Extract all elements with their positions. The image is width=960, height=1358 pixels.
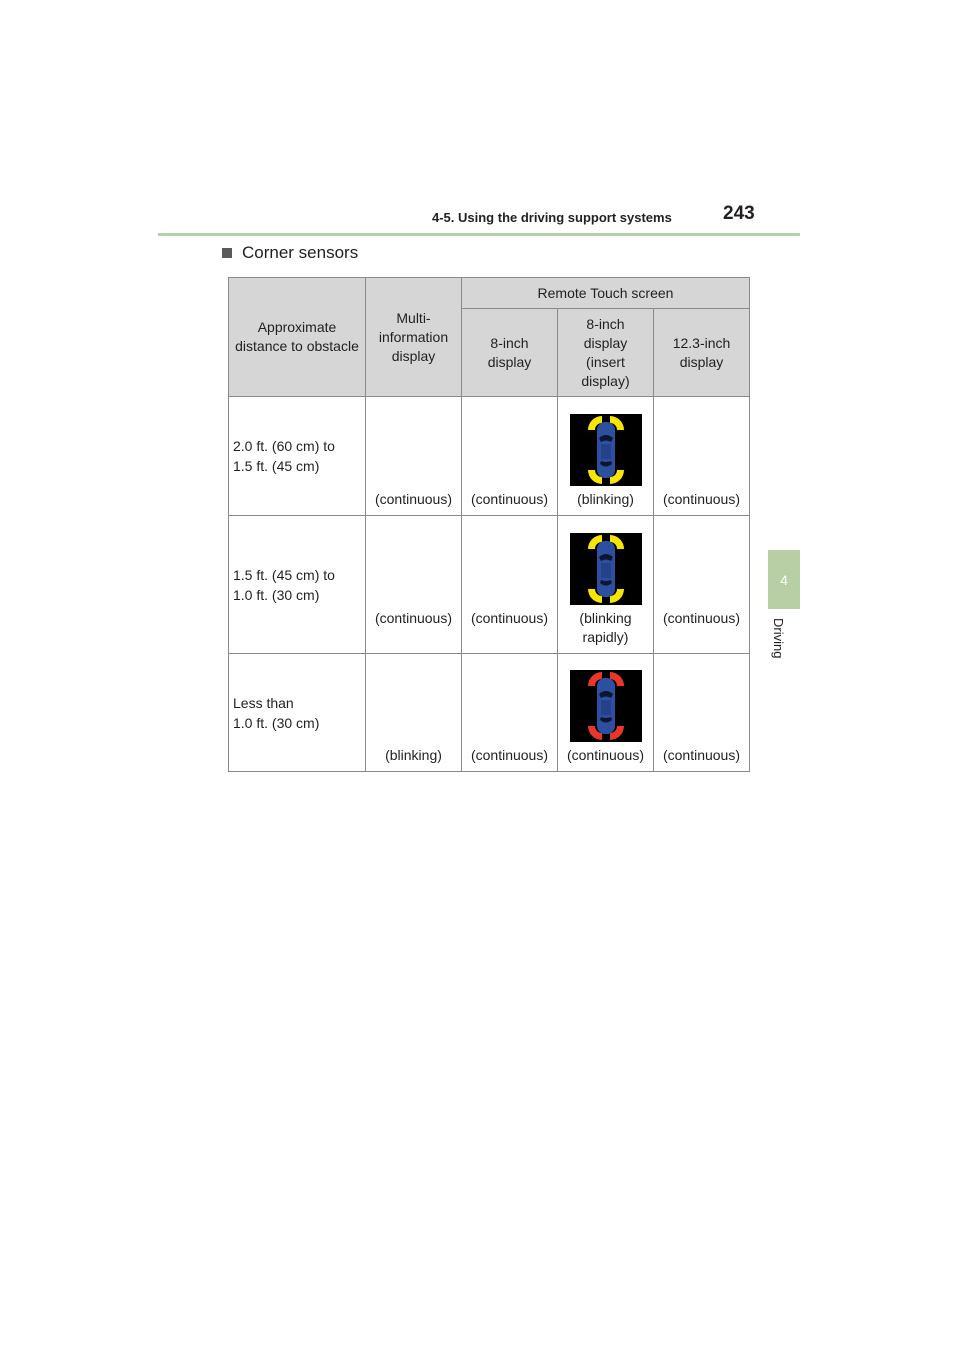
header-multi-info: Multi-information display <box>366 278 462 397</box>
running-header: 4-5. Using the driving support systems <box>432 210 672 225</box>
section-heading <box>222 243 358 263</box>
header-rule <box>158 233 800 236</box>
roof-icon <box>601 444 611 459</box>
insert-display-cell <box>558 397 654 516</box>
roof-icon <box>601 700 611 715</box>
distance-line: Less than <box>233 694 294 711</box>
eight-inch-status: (continuous) <box>470 610 549 626</box>
insert-display-status: (blinking) <box>577 491 634 507</box>
insert-display-status: (continuous) <box>566 747 645 763</box>
header-distance: Approximate distance to obstacle <box>229 278 366 397</box>
corner-sensor-icon <box>570 414 642 486</box>
header-8-inch-insert: 8-inch display (insert display) <box>558 309 654 397</box>
chapter-tab <box>768 550 800 609</box>
corner-sensor-icon <box>570 533 642 605</box>
section-heading-text: Corner sensors <box>242 243 359 262</box>
distance-line: 1.5 ft. (45 cm) to <box>233 566 335 583</box>
table-row <box>229 654 750 772</box>
multi-info-cell: (blinking) <box>366 654 462 772</box>
eight-inch-cell: (continuous) <box>462 654 558 772</box>
chapter-number: 4 <box>780 571 788 588</box>
distance-line: 1.5 ft. (45 cm) <box>233 458 320 474</box>
header-8-inch: 8-inch display <box>462 309 558 397</box>
distance-cell <box>229 516 366 654</box>
sensor-table <box>228 277 750 772</box>
insert-display-cell <box>558 516 654 654</box>
twelve-inch-cell: (continuous) <box>654 397 750 516</box>
distance-line: 1.0 ft. (30 cm) <box>233 714 320 731</box>
eight-inch-cell: (continuous) <box>462 397 558 516</box>
distance-cell <box>229 654 366 772</box>
distance-cell <box>229 397 366 516</box>
insert-display-cell <box>558 654 654 772</box>
header-12-inch: 12.3-inch display <box>654 309 750 397</box>
twelve-inch-cell: (continuous) <box>654 654 750 772</box>
roof-icon <box>601 563 611 578</box>
square-bullet-icon <box>222 248 232 258</box>
distance-line: 1.0 ft. (30 cm) <box>233 586 320 603</box>
chapter-label: Driving <box>771 618 786 659</box>
multi-info-cell <box>366 516 462 654</box>
multi-info-cell: (continuous) <box>366 397 462 516</box>
distance-line: 2.0 ft. (60 cm) to <box>233 438 335 454</box>
eight-inch-cell <box>462 516 558 654</box>
page-number: 243 <box>723 203 755 224</box>
twelve-inch-status: (continuous) <box>662 610 741 626</box>
twelve-inch-cell <box>654 516 750 654</box>
table-row <box>229 516 750 654</box>
corner-sensor-icon <box>570 670 642 742</box>
table-row <box>229 397 750 516</box>
multi-info-status: (continuous) <box>374 610 453 626</box>
insert-display-status: (blinking rapidly) <box>579 610 632 645</box>
header-remote-touch: Remote Touch screen <box>462 278 750 309</box>
